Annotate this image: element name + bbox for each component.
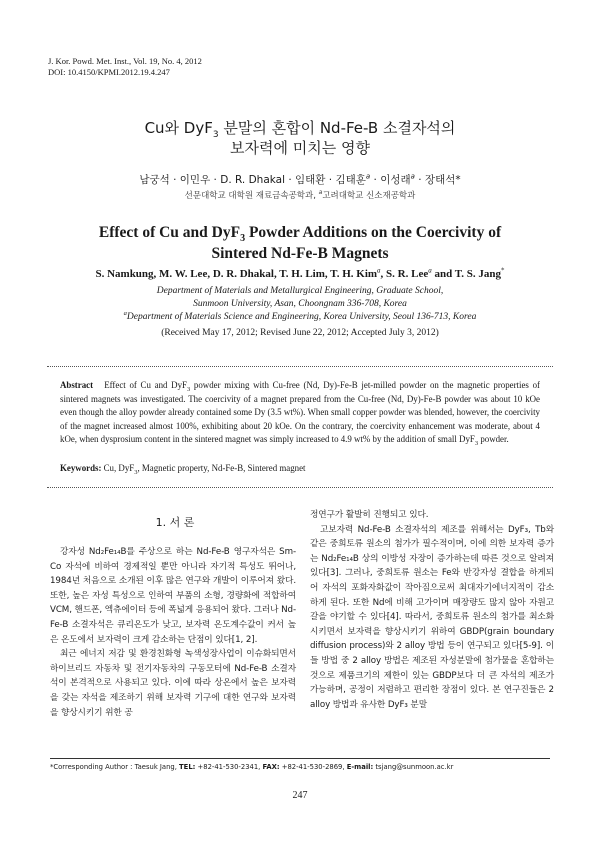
keywords (60, 463, 540, 476)
paragraph: 정연구가 활발히 진행되고 있다. (310, 510, 429, 520)
korean-authors-text: · 이성래 (370, 174, 411, 186)
journal-volume: J. Kor. Powd. Met. Inst., Vol. 19, No. 4, 2012 (48, 56, 202, 66)
korean-title-part: 분말의 혼합이 Nd-Fe-B 소결자석의 (218, 119, 456, 137)
left-column (50, 545, 296, 720)
english-title (0, 222, 600, 264)
english-title-subscript: 3 (240, 233, 246, 245)
divider-top (47, 366, 553, 367)
divider-bottom (47, 487, 553, 488)
abstract-subscript: 3 (474, 440, 479, 448)
abstract-subscript: 3 (186, 385, 191, 393)
korean-affil-text: 고려대학교 신소재공학과 (322, 191, 416, 201)
tel-label: TEL: (179, 763, 196, 771)
keywords-label: Keywords: (60, 463, 102, 473)
korean-title-part: Cu와 DyF (144, 119, 213, 137)
keywords-text: Cu, DyF (101, 463, 135, 473)
korean-title (0, 118, 600, 158)
abstract-label: Abstract (60, 380, 94, 390)
footnote-name: Taesuk Jang, (134, 763, 180, 771)
abstract-text: powder. (478, 434, 509, 445)
korean-title-subscript: 3 (212, 130, 219, 140)
english-authors-text: and T. S. Jang (431, 268, 502, 280)
korean-affil-text: 선문대학교 대학원 재료금속공학과, (184, 191, 319, 201)
english-title-line2: Sintered Nd-Fe-B Magnets (211, 245, 389, 262)
affil-mark: a (123, 309, 127, 317)
journal-doi: DOI: 10.4150/KPMI.2012.19.4.247 (48, 67, 170, 77)
english-affil-line: Department of Materials and Metallurgical Engineering, Graduate School, (156, 286, 444, 296)
paragraph: 최근 에너지 저감 및 환경친화형 녹색성장사업이 이슈화되면서 하이브리드 자동차 및 전기자동차의 구동모터에 Nd-Fe-B 소결자석이 본격적으로 사용되고 있다. 이에 따라 상온에서 높은 보자력을 갖는 자석을 제조하기 위해 보자력 기구에 대한 연구와 보자력을 향상시키기 위한 공 (50, 649, 296, 718)
page-number: 247 (292, 790, 308, 801)
abstract (60, 379, 540, 447)
paragraph: 강자성 Nd₂Fe₁₄B를 주상으로 하는 Nd-Fe-B 영구자석은 Sm-Co 자석에 비하여 경제적일 뿐만 아니라 자기적 특성도 뛰어나, 1984년 처음으로 소개된 이후 많은 연구와 개발이 이루어져 왔다. 또한, 높은 자성 특성으로 인하여 부품의 소형, 경량화에 적합하여 VCM, 핸드폰, 엑츄에이터 등에 폭넓게 응용되어 왔다. 그러나 Nd-Fe-B 소결자석은 큐리온도가 낮고, 보자력 온도계수값이 커서 높은 온도에서 보자력이 크게 감소하는 단점이 있다[1, 2]. (50, 547, 296, 645)
affil-mark: a (410, 172, 415, 181)
abstract-text: powder mixing with Cu-free (Nd, Dy)-Fe-B jet-milled powder on the magnetic properties of sintered magnets was investigated. The coercivity of a magnet prepared from the Cu-free (Nd, Dy)-Fe-B powder was about 10 kOe even though the alloy powder already contained some Dy (3.5 wt%). When small copper powder was blended, however, the coercivity of the magnet increased almost 100%, exhibiting about 20 kOe. On the contrary, the coercivity enhancement was moderate, about 4 kOe, when dysprosium content in the sintered magnet was simply increased to 4.9 wt% by the addition of small DyF (60, 380, 540, 445)
right-column (310, 508, 554, 712)
footnote-rule (50, 758, 550, 759)
email-address[interactable]: tsjang@sunmoon.ac.kr (373, 763, 454, 771)
english-authors (0, 268, 600, 280)
english-affiliation (0, 285, 600, 324)
korean-authors-text: 남궁석 · 이민우 · D. R. Dhakal · 임태환 · 김태훈 (139, 174, 366, 186)
english-title-part: Effect of Cu and DyF (98, 224, 241, 241)
affil-mark: a (428, 266, 432, 275)
korean-authors (0, 172, 600, 187)
paragraph: 고보자력 Nd-Fe-B 소결자석의 제조를 위해서는 DyF₃, Tb와 같은 중희토류 원소의 첨가가 필수적이며, 이에 의한 보자력 증가는 Nd₂Fe₁₄B 상의 이방성 자장이 증가하는데 따른 것으로 알려져 있다[3]. 그러나, 중희토류 원소는 Fe와 반강자성 결합을 하게되어 자석의 포화자화값이 작아짐으로써 최대자기에너지적이 감소하게 된다. 또한 Nd에 비해 고가이며 매장량도 많지 않아 자원고갈을 야기할 수 있다[4]. 따라서, 중희토류 원소의 첨가를 최소화시키면서 보자력을 향상시키기 위하여 GBDP(grain boundary diffusion process)와 2 alloy 방법 등이 연구되고 있다[5-9]. 이들 방법 중 2 alloy 방법은 제조된 자성분말에 첨가물을 혼합하는 것으로 제품크기의 제한이 있는 GBDP보다 더 큰 자석의 제조가 가능하며, 공정이 저렴하고 편리한 장점이 있다. 본 연구진들은 2 alloy 방법과 유사한 DyF₃ 분말 (310, 524, 554, 710)
english-affil-line: Department of Materials Science and Engineering, Korea University, Seoul 136-713, Korea (126, 312, 477, 322)
english-authors-text: , S. R. Lee (380, 268, 429, 280)
email-label: E-mail: (346, 763, 374, 771)
english-title-part: Powder Additions on the Coercivity of (245, 224, 502, 241)
journal-citation (48, 56, 202, 78)
fax-label: FAX: (262, 763, 280, 771)
korean-title-line2: 보자력에 미치는 영향 (230, 139, 370, 157)
affil-mark: a (377, 266, 381, 275)
korean-authors-text: · 장태석* (414, 174, 461, 186)
section-heading: 1. 서 론 (155, 516, 195, 529)
fax-number: +82-41-530-2869, (279, 763, 347, 771)
affil-mark: a (365, 172, 371, 181)
corresponding-mark: * (501, 266, 505, 275)
english-affil-line: Sunmoon University, Asan, Choongnam 336-708, Korea (193, 299, 407, 309)
affil-mark: a (318, 189, 323, 197)
footnote-label: *Corresponding Author : (50, 763, 135, 771)
abstract-text: Effect of Cu and DyF (104, 380, 187, 390)
english-authors-text: S. Namkung, M. W. Lee, D. R. Dhakal, T. H. Lim, T. H. Kim (95, 268, 378, 280)
keywords-text: , Magnetic property, Nd-Fe-B, Sintered magnet (137, 463, 306, 473)
tel-number: +82-41-530-2341, (195, 763, 263, 771)
corresponding-footnote (50, 763, 453, 771)
received-dates: (Received May 17, 2012; Revised June 22, 2012; Accepted July 3, 2012) (161, 328, 439, 338)
keywords-subscript: 3 (134, 468, 138, 476)
korean-affiliation (0, 189, 600, 201)
